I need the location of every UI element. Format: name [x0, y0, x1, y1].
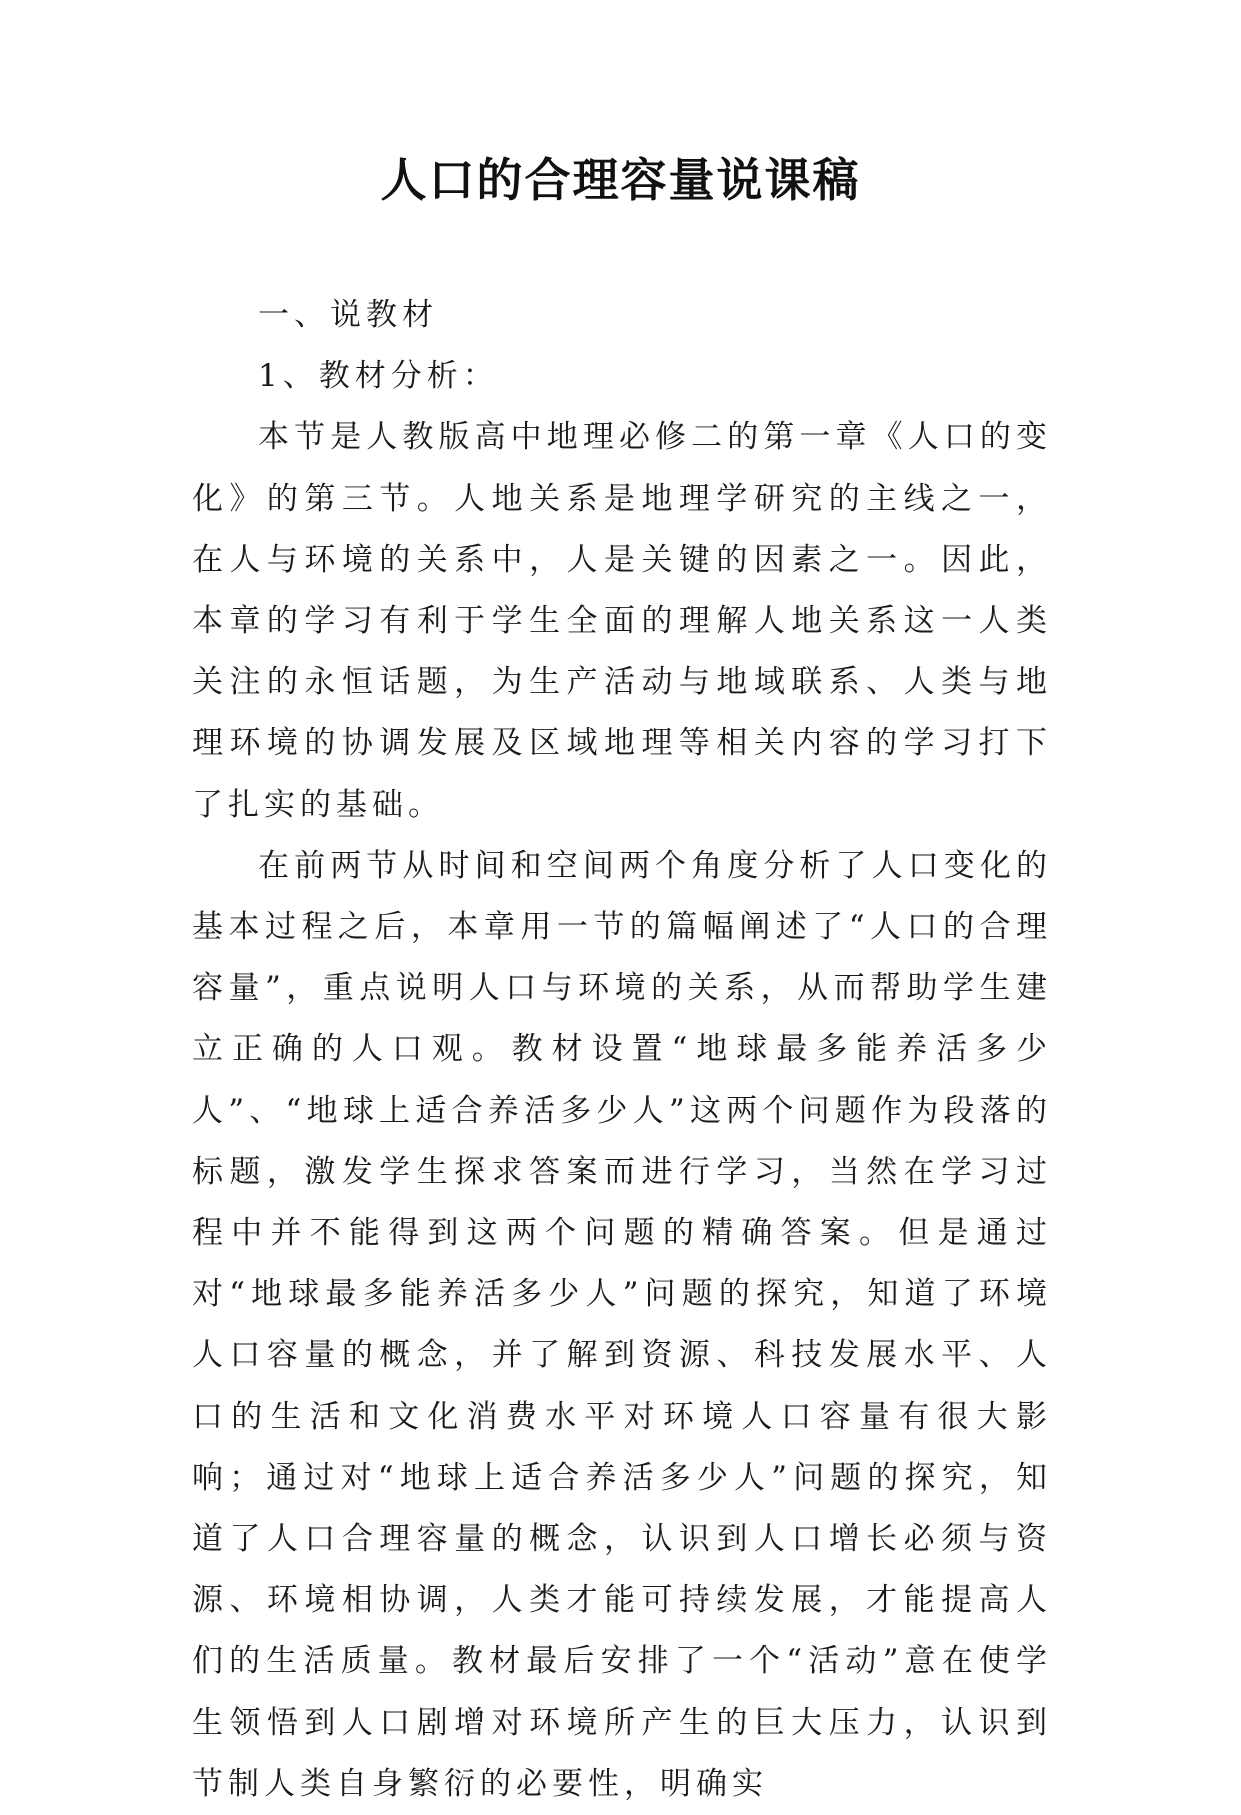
paragraph: 本节是人教版高中地理必修二的第一章《人口的变化》的第三节。人地关系是地理学研究的主线之一，在人与环境的关系中，人是关键的因素之一。因此，本章的学习有利于学生全面的理解人地关系这一人类关注的永恒话题，为生产活动与地域联系、人类与地理环境的协调发展及区域地理等相关内容的学习打下了扎实的基础。: [192, 419, 1052, 823]
document-body: [192, 285, 1052, 1815]
page-title: 人口的合理容量说课稿: [380, 153, 861, 207]
paragraph: 在前两节从时间和空间两个角度分析了人口变化的基本过程之后，本章用一节的篇幅阐述了“人口的合理容量”，重点说明人口与环境的关系，从而帮助学生建立正确的人口观。教材设置“地球最多能养活多少人”、“地球上适合养活多少人”这两个问题作为段落的标题，激发学生探求答案而进行学习，当然在学习过程中并不能得到这两个问题的精确答案。但是通过对“地球最多能养活多少人”问题的探究，知道了环境人口容量的概念，并了解到资源、科技发展水平、人口的生活和文化消费水平对环境人口容量有很大影响；通过对“地球上适合养活多少人”问题的探究，知道了人口合理容量的概念，认识到人口增长必须与资源、环境相协调，人类才能可持续发展，才能提高人们的生活质量。教材最后安排了一个“活动”意在使学生领悟到人口剧增对环境所产生的巨大压力，认识到节制人类自身繁衍的必要性，明确实: [192, 847, 1052, 1802]
subsection-heading: 1、教材分析：: [258, 358, 499, 395]
section-heading: 一、说教材: [258, 297, 438, 333]
